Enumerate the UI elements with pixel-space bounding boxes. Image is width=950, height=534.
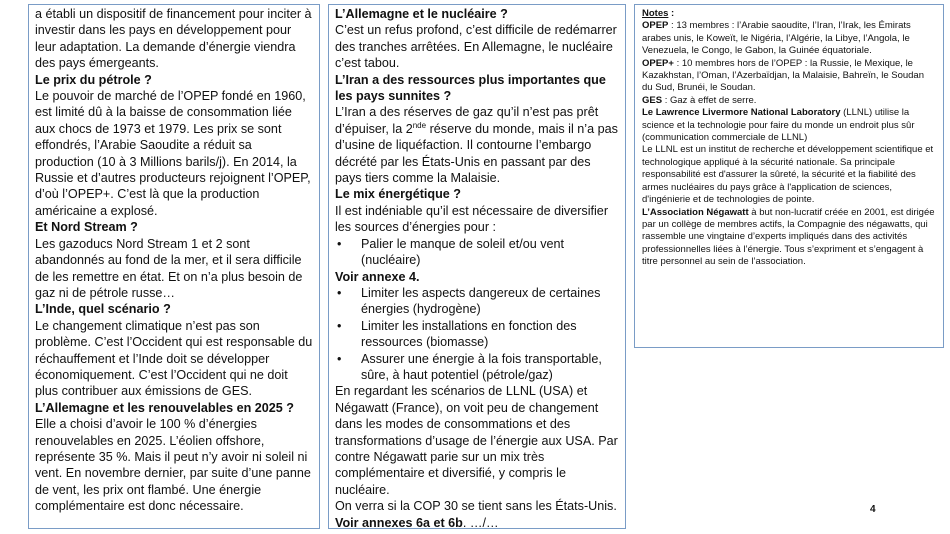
column-left: [28, 4, 320, 529]
section-heading: L’Allemagne et les renouvelables en 2025 ?: [35, 400, 294, 415]
note-label: OPEP: [642, 20, 669, 32]
note-text: : 13 membres : l’Arabie saoudite, l’Iran, l’Irak, les Émirats arabes unis, le Koweït, le Nigéria, l’Algérie, la Libye, l’Angola, le Venezuela, le Congo, le Gabon, la Guinée équatoriale.: [642, 20, 911, 57]
superscript: nde: [412, 120, 427, 130]
note-label: GES: [642, 94, 663, 106]
text-run: L’Iran a des réserves de gaz qu’il n’est pas prêt d’épuiser, la 2: [335, 105, 599, 136]
paragraph: [335, 104, 619, 186]
note-label: Le Lawrence Livermore National Laboratory: [642, 107, 841, 119]
note-label: OPEP+: [642, 57, 674, 69]
section-heading: L’Inde, quel scénario ?: [35, 302, 171, 317]
note-text: à but non-lucratif créée en 2001, est dirigée par un collège de membres actifs, la Compagnie des négawatts, qui rassemble une vingtaine d’experts impliqués dans des activités professionnelles liées à l’énergie. Tous s’expriment et s’engagent à titre personnel au sein de l’association.: [642, 206, 935, 268]
note-text: : 10 membres hors de l’OPEP : la Russie, le Mexique, le Kazakhstan, l’Oman, l’Azerbaïdjan, la Malaisie, Bahreïn, le Soudan du Sud, Brunéi, le Soudan.: [642, 57, 924, 94]
note-label: L’Association Négawatt: [642, 206, 749, 218]
paragraph: Elle a choisi d’avoir le 100 % d’énergies renouvelables en 2025. L’éolien offshore, représente 35 %. Mais il peut n’y avoir ni soleil ni vent. En novembre dernier, par suite d’une panne de vent, les prix ont flambé. Une énergie complémentaire est donc nécessaire.: [35, 417, 311, 514]
note-text: : Gaz à effet de serre.: [662, 94, 757, 106]
note-text: (LLNL) utilise la science et la technologie pour faire du monde un endroit plus sûr (communication commerciale de LLNL): [642, 107, 915, 144]
column-middle: [328, 4, 626, 529]
section-heading: Et Nord Stream ?: [35, 220, 138, 235]
section-heading: Le mix énergétique ?: [335, 187, 461, 202]
bullet-list: [335, 285, 619, 383]
annexe-reference: Voir annexe 4.: [335, 269, 420, 284]
annexe-reference: Voir annexes 6a et 6b: [335, 515, 463, 529]
paragraph: [335, 515, 619, 529]
list-item: • Assurer une énergie à la fois transportable, sûre, à haut potentiel (pétrole/gaz): [335, 351, 619, 384]
section-heading: Le prix du pétrole ?: [35, 72, 152, 87]
paragraph: Les gazoducs Nord Stream 1 et 2 sont abandonnés au fond de la mer, et il sera difficile de les remettre en état. Et on n’a plus besoin de gaz ni de pétrole russe…: [35, 236, 303, 300]
note-negawatt: [642, 207, 936, 269]
paragraph: C’est un refus profond, c’est difficile de redémarrer des tranches arrêtées. En Allemagne, le nucléaire c’est tabou.: [335, 23, 617, 71]
note-opep-plus: [642, 58, 936, 95]
bullet-list: [335, 236, 619, 269]
list-item: • Limiter les aspects dangereux de certaines énergies (hydrogène): [335, 285, 619, 318]
notes-heading: [642, 8, 936, 20]
list-item: • Limiter les installations en fonction des ressources (biomasse): [335, 318, 619, 351]
paragraph: En regardant les scénarios de LLNL (USA) et Négawatt (France), on voit peu de changement dans les modes de consommations et des transformations d’usage de l’énergie aux USA. Par contre Négawatt parie sur un mix très complémentaire et diversifié, y compris le nucléaire.: [335, 384, 618, 497]
paragraph: Le pouvoir de marché de l’OPEP fondé en 1960, est limité dû à la baisse de consommation liée aux chocs de 1973 et 1979. Les prix se sont effondrés, l’Arabie Saoudite a réduit sa production (10 à 3 Millions barils/j). En 2014, la Russie et d’autres producteurs rejoignent l’OPEP, d’où l’OPEP+. C’est là que la production américaine a explosé.: [35, 89, 311, 218]
paragraph: Le changement climatique n’est pas son problème. C’est l’Occident qui est responsable du réchauffement et l’Inde doit se développer économiquement. C’est l’Occident qui ne doit plus contribuer aux émissions de GES.: [35, 318, 313, 399]
note-ges: [642, 95, 936, 107]
notes-box: [634, 4, 944, 348]
text-run: réserve du monde, mais il n’a pas d’usine de liquéfaction. Il contourne l’embargo décrété par les États-Unis en passant par des pays tiers comme la Malaisie.: [335, 121, 618, 186]
notes-title: Notes: [642, 8, 669, 19]
note-llnl: [642, 107, 936, 144]
paragraph: a établi un dispositif de financement pour inciter à investir dans les pays en développement pour leur adaptation. La demande d’énergie viendra des pays émergeants.: [35, 7, 312, 71]
section-heading: L’Iran a des ressources plus importantes que les pays sunnites ?: [335, 72, 606, 104]
list-item: • Palier le manque de soleil et/ou vent (nucléaire): [335, 236, 619, 269]
continued-marker: . …/…: [462, 515, 499, 529]
paragraph: On verra si la COP 30 se tient sans les États-Unis.: [335, 499, 617, 514]
note-llnl-detail: Le LLNL est un institut de recherche et développement scientifique et technologique appliqué à la sécurité nationale. Sa principale responsabilité est d'assurer la sûreté, la sécurité et la fiabilité des armes nucléaires du pays grâce à l'application de sciences, d'ingénierie et de technologies de pointe.: [642, 144, 934, 206]
paragraph: Il est indéniable qu’il est nécessaire de diversifier les sources d’énergies pour :: [335, 203, 609, 235]
section-heading: L’Allemagne et le nucléaire ?: [335, 7, 508, 21]
page-number: 4: [870, 504, 876, 515]
notes-title-suffix: :: [668, 8, 675, 19]
note-opep: [642, 20, 936, 57]
